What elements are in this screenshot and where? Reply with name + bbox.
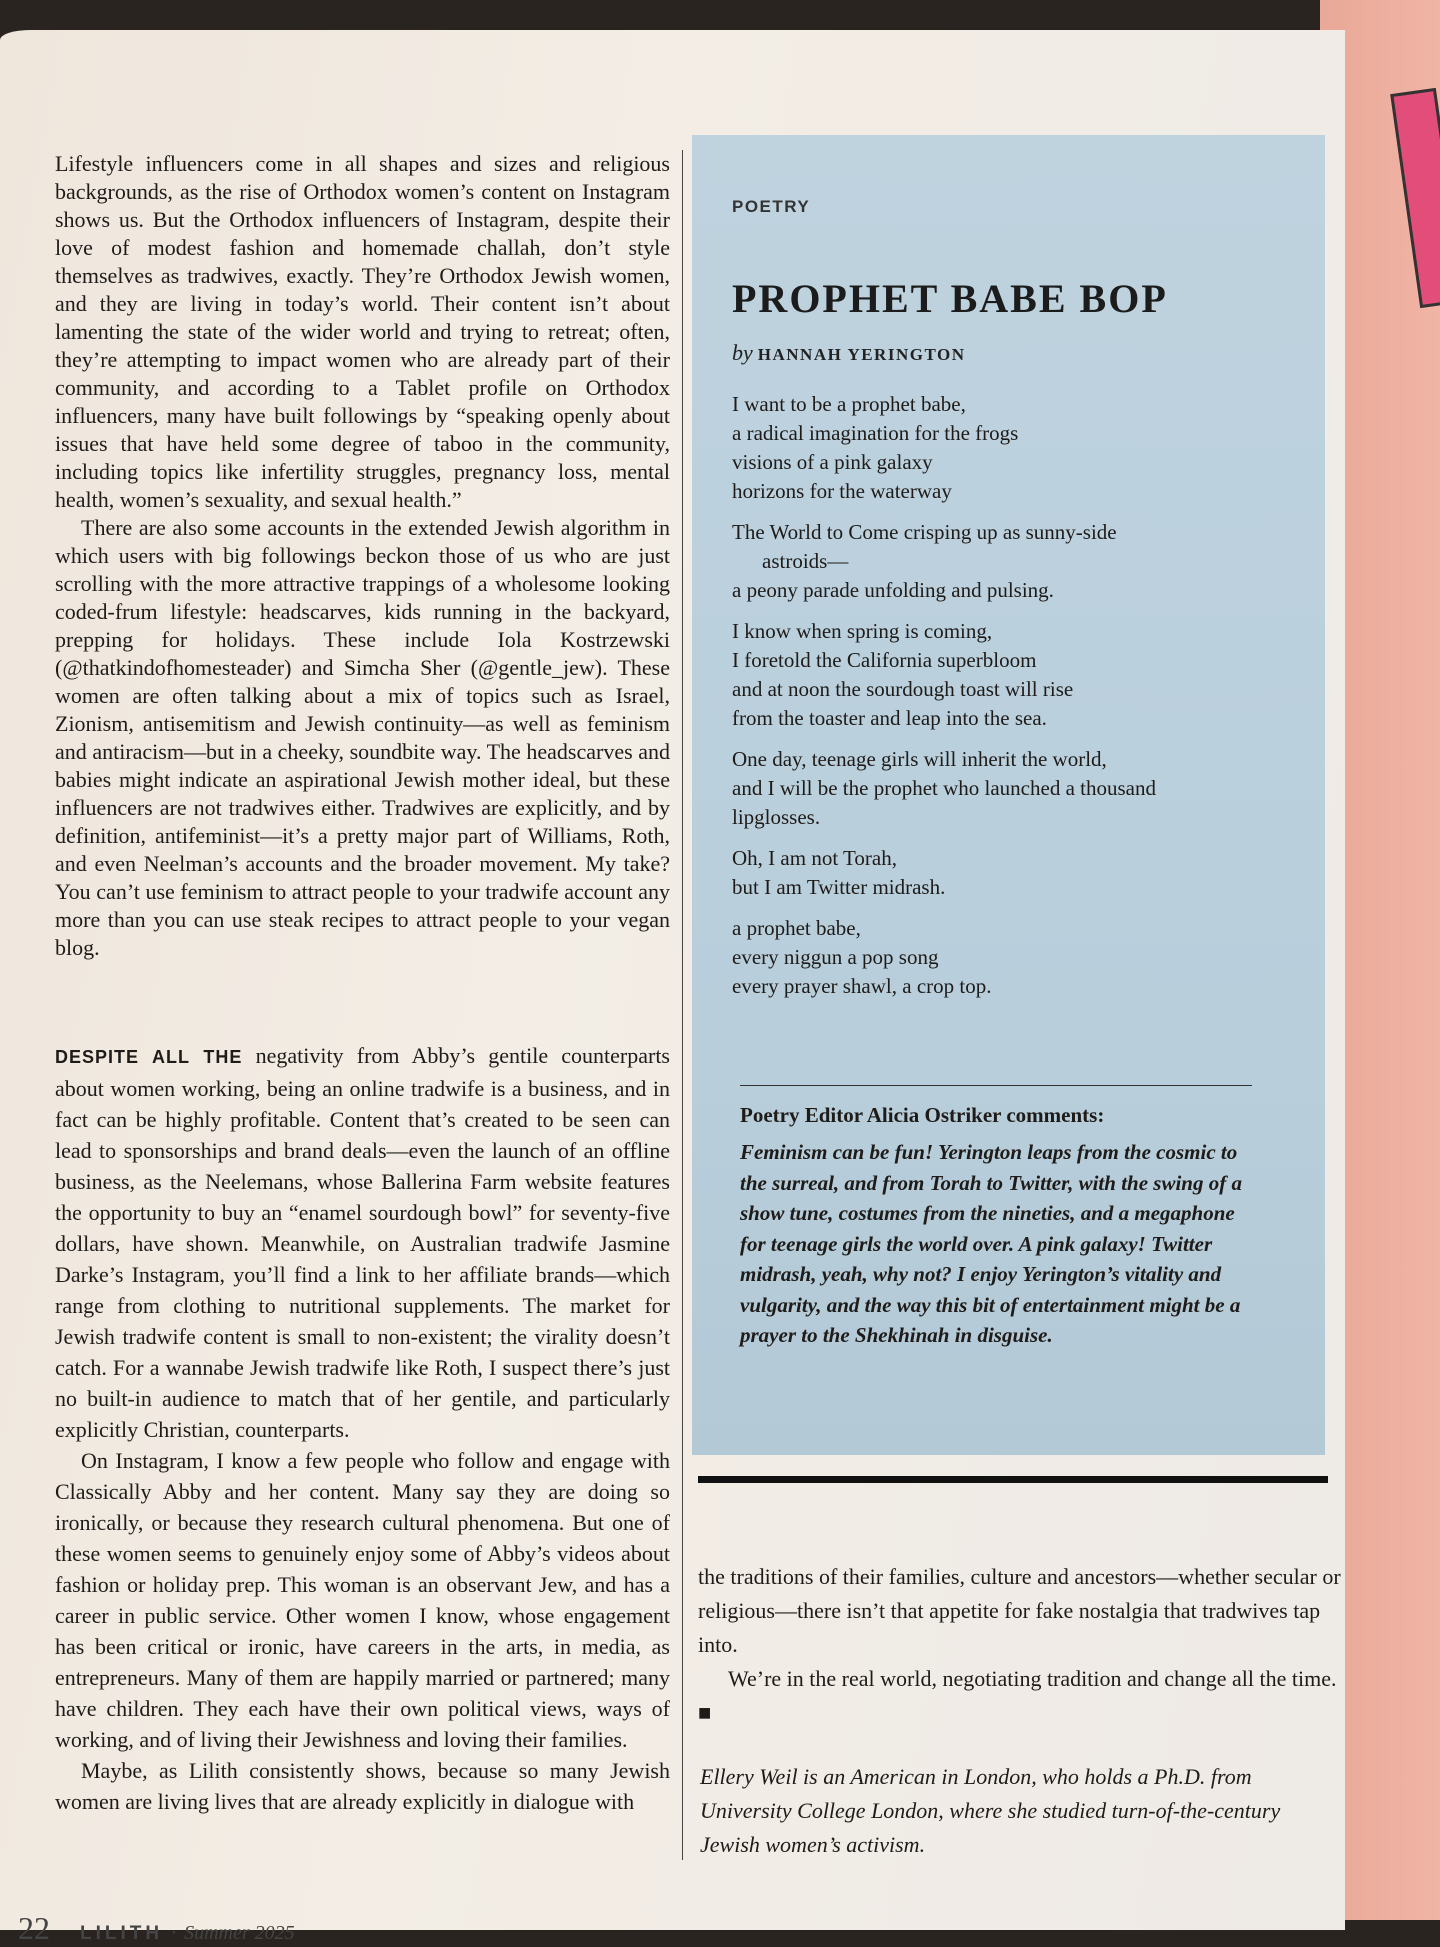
poem-stanza bbox=[732, 745, 1292, 832]
poem-line: I know when spring is coming, bbox=[732, 619, 993, 643]
poem-line: lipglosses. bbox=[732, 805, 821, 829]
article-paragraph: There are also some accounts in the extended Jewish algorithm in which users with big followings beckon those of us who are just scrolling with the more attractive trappings of a wholesome looking coded-frum lifestyle: headscarves, kids running in the backyard, prepping for holidays. These include Iola Kostrzewski (@thatkindofhomesteader) and Simcha Sher (@gentle_jew). These women are often talking about a mix of topics such as Israel, Zionism, antisemitism and Jewish continuity—as well as feminism and antiracism—but in a cheeky, soundbite way. The headscarves and babies might indicate an aspirational Jewish mother ideal, but these influencers are not tradwives either. Tradwives are explicitly, and by definition, antifeminist—it’s a pretty major part of Williams, Roth, and even Neelman’s accounts and the broader movement. My take? You can’t use feminism to attract people to your tradwife account any more than you can use steak recipes to attract people to your vegan blog. bbox=[55, 515, 670, 960]
divider bbox=[740, 1085, 1252, 1086]
poem-line: The World to Come crisping up as sunny-side bbox=[732, 520, 1117, 544]
article-paragraph: the traditions of their families, culture and ancestors—whether secular or religious—there isn’t that appetite for fake nostalgia that tradwives tap into. bbox=[698, 1564, 1341, 1657]
poem-line: a peony parade unfolding and pulsing. bbox=[732, 578, 1054, 602]
author-bio: Ellery Weil is an American in London, who holds a Ph.D. from University College London, where she studied turn-of-the-century Jewish women’s activism. bbox=[700, 1764, 1281, 1857]
poem-stanza bbox=[732, 844, 1292, 902]
poem-body bbox=[732, 390, 1292, 1013]
poem-stanza bbox=[732, 390, 1292, 506]
issue-date: Summer 2025 bbox=[184, 1922, 295, 1944]
page-footer bbox=[18, 1910, 295, 1947]
editor-comment: Feminism can be fun! Yerington leaps from the cosmic to the surreal, and from Torah to Twitter, with the swing of a show tune, costumes from the nineties, and a megaphone for teenage girls the world over. A pink galaxy! Twitter midrash, yeah, why not? I enjoy Yerington’s vitality and vulgarity, and the way this bit of entertainment might be a prayer to the Shekhinah in disguise. bbox=[740, 1140, 1242, 1347]
poem-line: but I am Twitter midrash. bbox=[732, 875, 946, 899]
page-number: 22 bbox=[18, 1910, 50, 1946]
article-paragraph: On Instagram, I know a few people who follow and engage with Classically Abby and her content. Many say they are doing so ironically, or because they research cultural phenomena. But one of these women seems to genuinely enjoy some of Abby’s videos about fashion or holiday prep. This woman is an observant Jew, and has a career in public service. Other women I know, whose engagement has been critical or ironic, have careers in the arts, in media, as entrepreneurs. Many of them are happily married or partnered; many have children. They each have their own political views, ways of working, and of living their Jewishness and loving their families. bbox=[55, 1448, 670, 1752]
poem-author: HANNAH YERINGTON bbox=[757, 345, 966, 364]
poem-line: and I will be the prophet who launched a thousand bbox=[732, 776, 1156, 800]
poem-stanza bbox=[732, 617, 1292, 733]
poem-line: a radical imagination for the frogs bbox=[732, 421, 1019, 445]
article-continuation bbox=[698, 1560, 1348, 1730]
poem-line: every niggun a pop song bbox=[732, 945, 939, 969]
poem-line: I foretold the California superbloom bbox=[732, 648, 1037, 672]
poem-line: every prayer shawl, a crop top. bbox=[732, 974, 992, 998]
poem-line: and at noon the sourdough toast will rise bbox=[732, 677, 1074, 701]
article-paragraph: Lifestyle influencers come in all shapes and sizes and religious backgrounds, as the rise of Orthodox women’s content on Instagram shows us. But the Orthodox influencers of Instagram, despite their love of modest fashion and homemade challah, don’t style themselves as tradwives, exactly. They’re Orthodox Jewish women, and they are living in today’s world. Their content isn’t about lamenting the state of the wider world and trying to retreat; often, they’re attempting to impact women who are already part of their community, and according to a Tablet profile on Orthodox influencers, many have built followings by “speaking openly about issues that have held some degree of taboo in the community, including topics like infertility struggles, pregnancy loss, mental health, women’s sexuality, and sexual health.” bbox=[55, 151, 670, 512]
poem-title: PROPHET BABE BOP bbox=[732, 276, 1168, 321]
thick-rule bbox=[698, 1476, 1328, 1483]
poetry-kicker: POETRY bbox=[732, 197, 811, 216]
editor-heading: Poetry Editor Alicia Ostriker comments: bbox=[740, 1103, 1105, 1127]
poem-line: from the toaster and leap into the sea. bbox=[732, 706, 1047, 730]
magazine-page bbox=[0, 30, 1345, 1946]
poem-line: I want to be a prophet babe, bbox=[732, 392, 966, 416]
poem-line: horizons for the waterway bbox=[732, 479, 952, 503]
article-paragraph: DESPITE ALL THE negativity from Abby’s gentile counterparts about women working, being an online tradwife is a business, and in fact can be highly profitable. Content that’s created to be seen can lead to sponsorships and brand deals—even the launch of an offline business, as the Neelemans, whose Ballerina Farm website features the opportunity to buy an “enamel sourdough bowl” for seventy-five dollars, have shown. Meanwhile, on Australian tradwife Jasmine Darke’s Instagram, you’ll find a link to her affiliate brands—which range from clothing to nutritional supplements. The market for Jewish tradwife content is small to non-existent; the virality doesn’t catch. For a wannabe Jewish tradwife like Roth, I suspect there’s just no built-in audience to match that of her gentile, and particularly explicitly Christian, counterparts. bbox=[55, 1043, 670, 1442]
section-lead-in: DESPITE ALL THE bbox=[55, 1047, 243, 1067]
article-paragraph: Maybe, as Lilith consistently shows, because so many Jewish women are living lives that are already explicitly in dialogue with bbox=[55, 1758, 670, 1814]
article-column-top bbox=[55, 150, 670, 962]
poem-line: One day, teenage girls will inherit the world, bbox=[732, 747, 1107, 771]
poem-stanza bbox=[732, 914, 1292, 1001]
poem-byline: by HANNAH YERINGTON bbox=[732, 340, 966, 365]
separator: · bbox=[171, 1922, 177, 1944]
article-paragraph: We’re in the real world, negotiating tradition and change all the time. ■ bbox=[698, 1666, 1337, 1725]
magazine-name: LILITH bbox=[80, 1923, 164, 1944]
poem-line: astroids— bbox=[762, 549, 849, 573]
poem-line: visions of a pink galaxy bbox=[732, 450, 933, 474]
poetry-box bbox=[692, 135, 1325, 1455]
poem-stanza bbox=[732, 518, 1292, 605]
poem-line: a prophet babe, bbox=[732, 916, 861, 940]
article-column-bottom bbox=[55, 1040, 670, 1817]
poem-line: Oh, I am not Torah, bbox=[732, 846, 897, 870]
column-divider bbox=[682, 150, 683, 1860]
